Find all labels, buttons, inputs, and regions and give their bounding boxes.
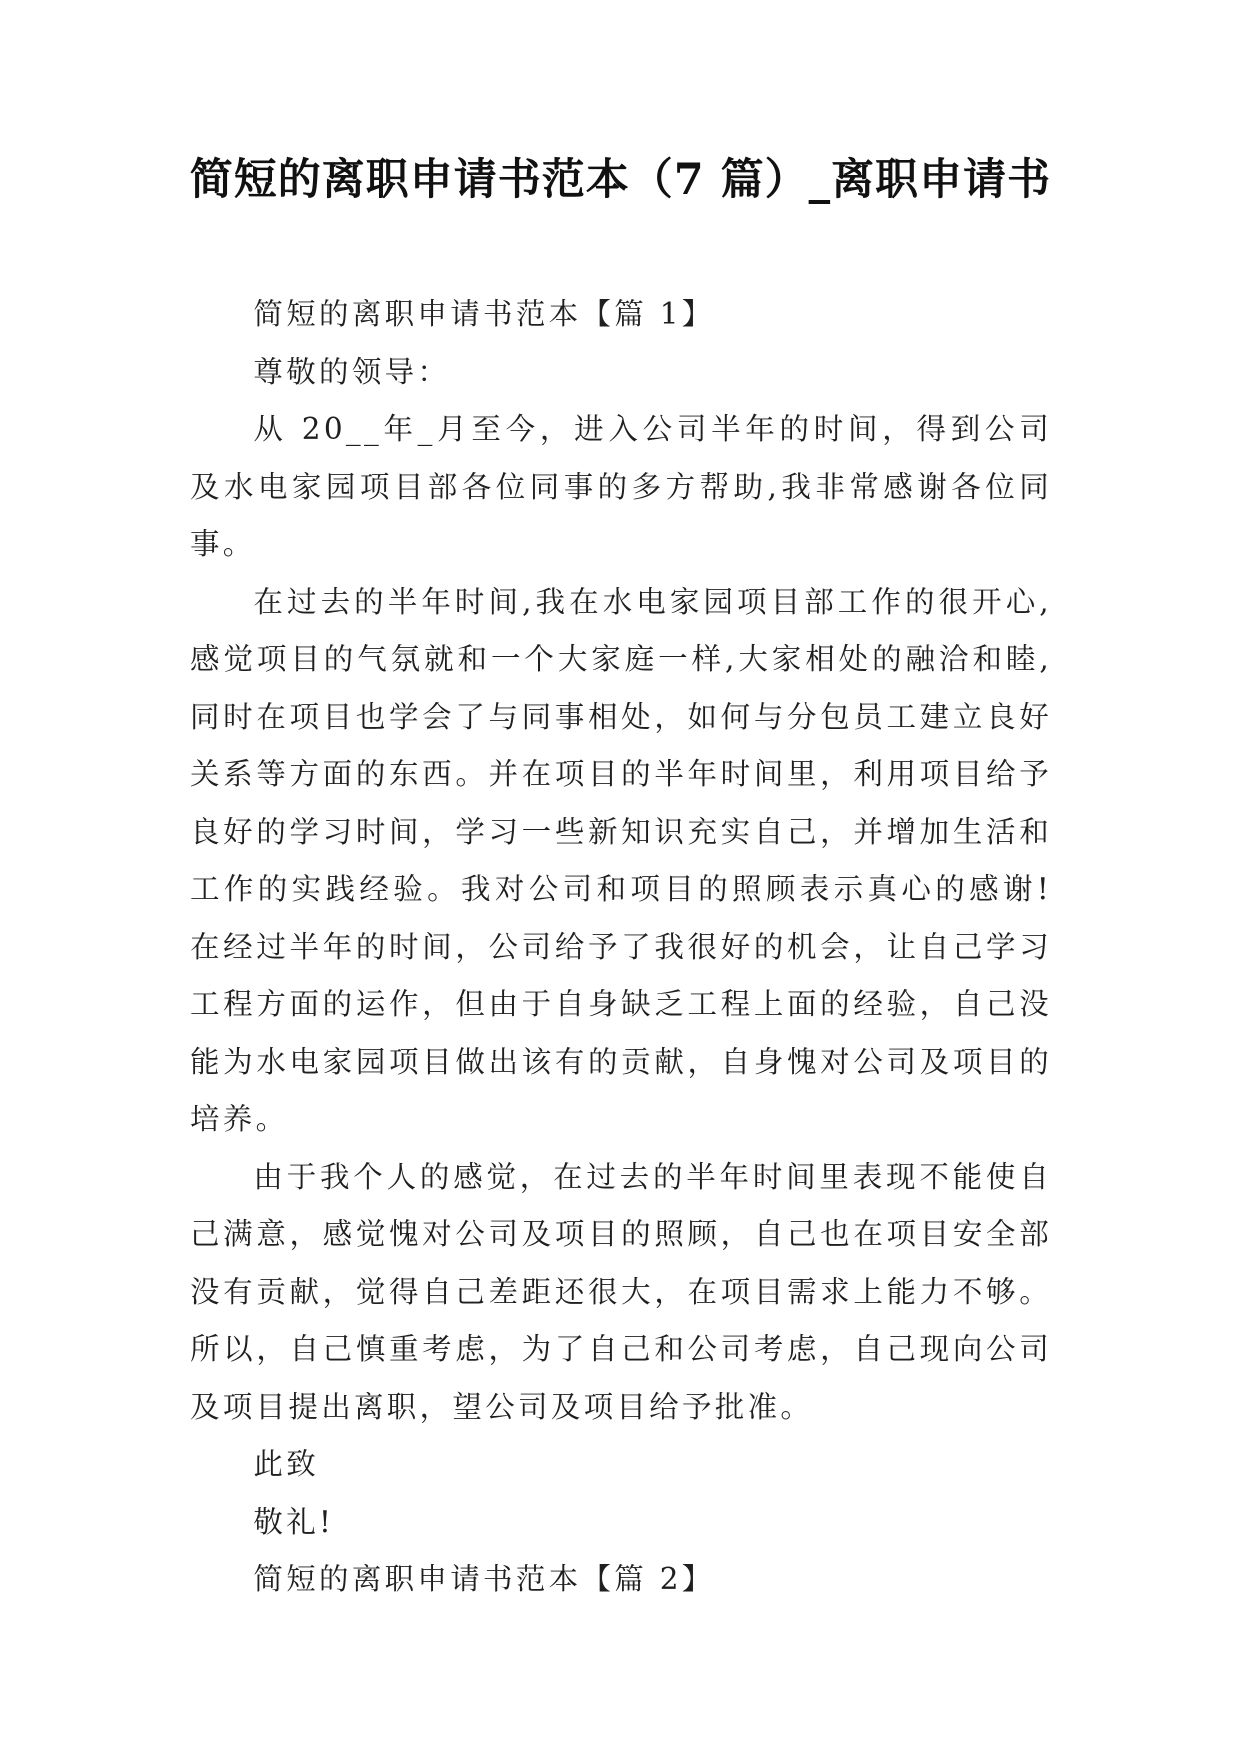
paragraph-intro: 从 20__年_月至今，进入公司半年的时间，得到公司及水电家园项目部各位同事的多方帮助,我非常感谢各位同事。: [190, 412, 1052, 561]
salutation: 尊敬的领导：: [253, 354, 451, 389]
paragraph-reason: 由于我个人的感觉，在过去的半年时间里表现不能使自己满意，感觉愧对公司及项目的照顾，自己也在项目安全部没有贡献，觉得自己差距还很大，在项目需求上能力不够。所以，自己慎重考虑，为了自己和公司考虑，自己现向公司及项目提出离职，望公司及项目给予批准。: [190, 1159, 1052, 1424]
document-title: 简短的离职申请书范本（7 篇）_离职申请书: [189, 155, 1052, 205]
section-heading-1: 简短的离职申请书范本【篇 1】: [253, 297, 715, 331]
document-body: [190, 286, 1052, 1609]
closing-salute: 敬礼!: [253, 1504, 335, 1539]
paragraph-experience: 在过去的半年时间,我在水电家园项目部工作的很开心,感觉项目的气氛就和一个大家庭一样,大家相处的融洽和睦,同时在项目也学会了与同事相处，如何与分包员工建立良好关系等方面的东西。并在项目的半年时间里，利用项目给予良好的学习时间，学习一些新知识充实自己，并增加生活和工作的实践经验。我对公司和项目的照顾表示真心的感谢!在经过半年的时间，公司给予了我很好的机会，让自己学习工程方面的运作，但由于自身缺乏工程上面的经验，自己没能为水电家园项目做出该有的贡献，自身愧对公司及项目的培养。: [190, 584, 1052, 1136]
section-heading-2: 简短的离职申请书范本【篇 2】: [253, 1562, 715, 1596]
closing-phrase: 此致: [253, 1447, 320, 1481]
